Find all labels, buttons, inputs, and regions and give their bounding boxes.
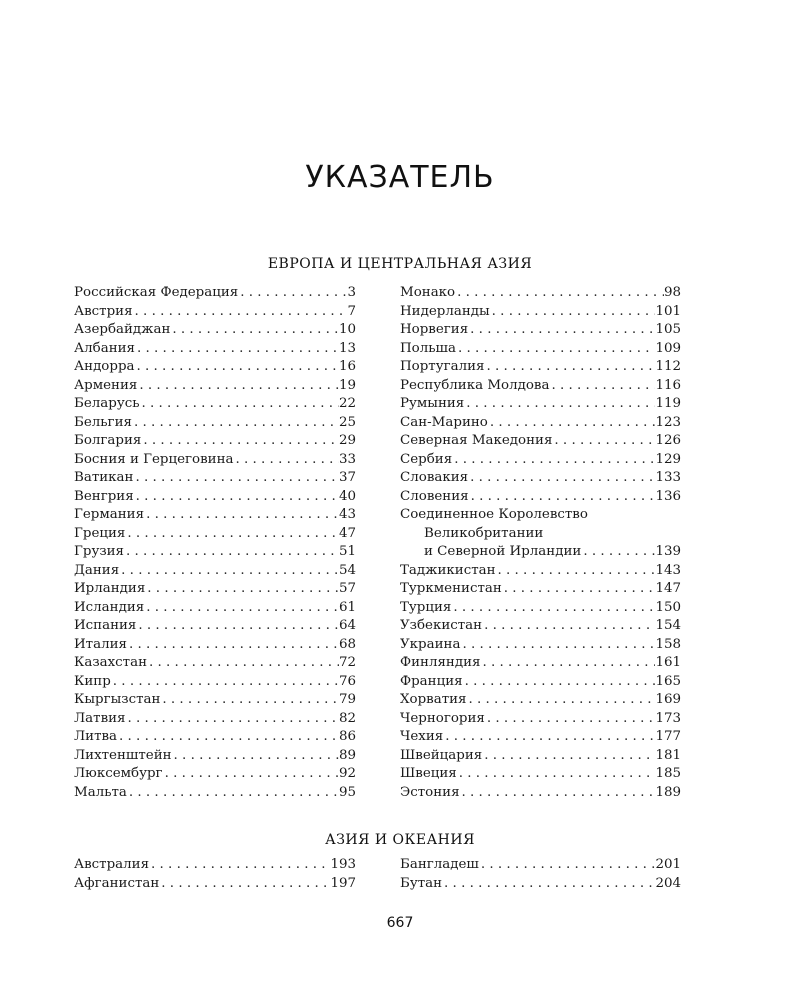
entry-page: 105 <box>655 322 681 337</box>
entry-name: Бангладеш <box>400 857 479 872</box>
entry-name: Нидерланды <box>400 303 490 319</box>
index-entry <box>400 710 681 729</box>
entry-page: 101 <box>655 303 681 319</box>
index-entry <box>74 451 356 470</box>
entry-page: 25 <box>338 414 356 430</box>
index-entry <box>400 395 681 414</box>
index-entry <box>400 469 681 488</box>
entry-name: Узбекистан <box>400 618 483 633</box>
index-entry <box>74 691 356 710</box>
dot-leader <box>145 580 339 599</box>
dot-leader <box>480 654 655 673</box>
entry-name: Чехия <box>400 729 444 744</box>
entry-page: 3 <box>347 285 356 300</box>
entry-page: 119 <box>655 396 681 411</box>
dot-leader <box>463 673 656 692</box>
entry-name: Северная Македония <box>400 433 553 448</box>
index-entry <box>74 765 356 784</box>
entry-page: 29 <box>338 433 356 448</box>
index-entry <box>74 543 356 562</box>
entry-page: 147 <box>655 581 681 596</box>
index-entry <box>400 358 681 377</box>
dot-leader <box>132 414 339 433</box>
index-entry <box>74 856 356 875</box>
dot-leader <box>488 414 656 433</box>
entry-page: 177 <box>655 729 681 744</box>
entry-name: Австрия <box>74 303 133 319</box>
entry-page: 109 <box>655 340 681 356</box>
entry-name: Хорватия <box>400 692 467 707</box>
entry-name: Кипр <box>74 673 111 689</box>
entry-page: 47 <box>338 525 356 541</box>
index-entry <box>74 617 356 636</box>
entry-page: 185 <box>655 766 681 781</box>
entry-page: 181 <box>655 747 681 763</box>
dot-leader <box>127 784 339 803</box>
entry-name: Казахстан <box>74 655 148 670</box>
entry-name: Болгария <box>74 433 142 448</box>
index-entry <box>74 636 356 655</box>
entry-page: 129 <box>655 451 681 467</box>
entry-name: Эстония <box>400 784 460 800</box>
index-entry <box>400 284 681 303</box>
index-entry <box>400 673 681 692</box>
index-entry <box>400 321 681 340</box>
dot-leader <box>133 303 348 322</box>
entry-name: Мальта <box>74 784 127 800</box>
index-entry <box>400 765 681 784</box>
entry-name: Азербайджан <box>74 322 171 337</box>
dot-leader <box>127 636 339 655</box>
entry-name: Беларусь <box>74 396 140 411</box>
index-entry <box>74 599 356 618</box>
entry-name: Дания <box>74 562 120 578</box>
entry-page: 201 <box>655 857 681 872</box>
entry-name-line: Великобритании <box>424 525 544 541</box>
entry-name: Испания <box>74 618 137 633</box>
entry-name: Италия <box>74 636 127 652</box>
entry-page: 95 <box>338 784 356 800</box>
entry-name: Греция <box>74 525 126 541</box>
entry-name: Босния и Герцеговина <box>74 451 234 467</box>
entry-page: 79 <box>338 692 356 707</box>
dot-leader <box>490 303 656 322</box>
index-entry <box>74 432 356 451</box>
dot-leader <box>466 691 655 710</box>
entry-name: Швеция <box>400 766 457 781</box>
index-column-left <box>74 856 356 893</box>
dot-leader <box>119 562 339 581</box>
dot-leader <box>135 358 339 377</box>
dot-leader <box>238 284 347 303</box>
page-title: УКАЗАТЕЛЬ <box>305 160 495 195</box>
entry-name: Черногория <box>400 710 485 726</box>
entry-name: Венгрия <box>74 488 134 504</box>
entry-page: 51 <box>338 544 356 559</box>
index-column-right <box>400 856 681 893</box>
entry-page: 136 <box>655 488 681 504</box>
dot-leader <box>144 506 339 525</box>
dot-leader <box>482 747 655 766</box>
index-entry <box>74 875 356 894</box>
index-entry <box>74 580 356 599</box>
entry-page: 143 <box>655 562 681 578</box>
dot-leader <box>170 321 339 340</box>
index-entry <box>400 636 681 655</box>
index-entry <box>400 414 681 433</box>
index-entry <box>74 303 356 322</box>
entry-page: 133 <box>655 470 681 485</box>
entry-name: Республика Молдова <box>400 377 550 393</box>
index-entry <box>74 728 356 747</box>
entry-name: Украина <box>400 636 461 652</box>
dot-leader <box>485 710 656 729</box>
index-entry <box>74 784 356 803</box>
entry-name: Польша <box>400 340 456 356</box>
dot-leader <box>140 395 339 414</box>
dot-leader <box>135 340 339 359</box>
entry-page: 82 <box>338 710 356 726</box>
dot-leader <box>451 599 655 618</box>
dot-leader <box>160 691 339 710</box>
entry-name-line: Соединенное Королевство <box>400 507 588 522</box>
index-entry <box>74 654 356 673</box>
entry-name: Ирландия <box>74 581 146 596</box>
entry-name: Словакия <box>400 470 469 485</box>
index-entry <box>400 303 681 322</box>
dot-leader <box>581 543 655 562</box>
entry-page: 193 <box>330 857 356 872</box>
entry-name: Австралия <box>74 857 150 872</box>
index-entry <box>74 710 356 729</box>
index-entry <box>400 580 681 599</box>
entry-page: 139 <box>655 544 681 559</box>
index-entry <box>400 747 681 766</box>
entry-page: 13 <box>338 340 356 356</box>
index-entry <box>74 284 356 303</box>
entry-name: Ватикан <box>74 470 134 485</box>
index-entry <box>74 414 356 433</box>
entry-page: 189 <box>655 784 681 800</box>
entry-page: 116 <box>655 377 681 393</box>
entry-name: Словения <box>400 488 469 504</box>
entry-name: Кыргызстан <box>74 692 161 707</box>
index-entry <box>400 562 681 581</box>
index-entry <box>74 321 356 340</box>
dot-leader <box>141 432 339 451</box>
entry-page: 158 <box>655 636 681 652</box>
dot-leader <box>469 488 656 507</box>
entry-name: Туркменистан <box>400 581 502 596</box>
entry-page: 161 <box>655 655 681 670</box>
dot-leader <box>124 543 339 562</box>
dot-leader <box>149 856 330 875</box>
entry-name: Люксембург <box>74 766 163 781</box>
entry-page: 43 <box>338 507 356 522</box>
dot-leader <box>234 451 339 470</box>
dot-leader <box>552 432 655 451</box>
entry-name: Лихтенштейн <box>74 747 172 763</box>
dot-leader <box>147 654 339 673</box>
dot-leader <box>460 636 655 655</box>
entry-name: Латвия <box>74 710 126 726</box>
entry-name: Сан-Марино <box>400 414 488 430</box>
entry-page: 169 <box>655 692 681 707</box>
index-entry <box>74 525 356 544</box>
entry-page: 204 <box>655 875 681 891</box>
entry-name: Афганистан <box>74 875 160 891</box>
index-entry <box>74 358 356 377</box>
index-entry <box>74 340 356 359</box>
entry-page: 7 <box>347 303 356 319</box>
entry-page: 86 <box>338 729 356 744</box>
index-entry <box>400 451 681 470</box>
dot-leader <box>455 284 664 303</box>
dot-leader <box>443 728 655 747</box>
entry-name: и Северной Ирландии <box>424 544 582 559</box>
entry-name: Андорра <box>74 359 135 374</box>
entry-name: Российская Федерация <box>74 285 239 300</box>
entry-page: 19 <box>338 377 356 393</box>
dot-leader <box>137 377 339 396</box>
dot-leader <box>172 747 339 766</box>
entry-page: 72 <box>338 655 356 670</box>
dot-leader <box>468 321 655 340</box>
index-entry <box>74 747 356 766</box>
section-heading-europe: ЕВРОПА И ЦЕНТРАЛЬНАЯ АЗИЯ <box>267 256 533 272</box>
entry-name: Норвегия <box>400 322 469 337</box>
entry-page: 126 <box>655 433 681 448</box>
entry-page: 112 <box>655 359 681 374</box>
index-entry <box>400 875 681 894</box>
dot-leader <box>442 875 655 894</box>
entry-name: Швейцария <box>400 747 483 763</box>
dot-leader <box>163 765 339 784</box>
dot-leader <box>502 580 656 599</box>
entry-page: 154 <box>655 618 681 633</box>
dot-leader <box>464 395 655 414</box>
dot-leader <box>133 469 339 488</box>
entry-name: Армения <box>74 377 138 393</box>
entry-page: 16 <box>338 359 356 374</box>
dot-leader <box>468 469 655 488</box>
entry-page: 150 <box>655 599 681 615</box>
entry-page: 92 <box>338 766 356 781</box>
dot-leader <box>452 451 655 470</box>
entry-page: 33 <box>338 451 356 467</box>
index-entry <box>400 856 681 875</box>
index-column-left <box>74 284 356 802</box>
index-entry <box>400 488 681 507</box>
dot-leader <box>136 617 339 636</box>
index-entry <box>400 432 681 451</box>
entry-name: Албания <box>74 340 135 356</box>
entry-name: Бутан <box>400 875 443 891</box>
entry-page: 89 <box>338 747 356 763</box>
dot-leader <box>460 784 656 803</box>
index-entry <box>400 599 681 618</box>
entry-page: 197 <box>330 875 356 891</box>
entry-page: 98 <box>663 285 681 300</box>
index-entry <box>400 784 681 803</box>
dot-leader <box>159 875 330 894</box>
index-entry <box>74 469 356 488</box>
index-entry <box>74 673 356 692</box>
dot-leader <box>144 599 339 618</box>
index-entry <box>400 654 681 673</box>
index-column-right <box>400 284 681 802</box>
index-entry <box>400 617 681 636</box>
dot-leader <box>479 856 656 875</box>
entry-page: 22 <box>338 396 356 411</box>
dot-leader <box>457 765 656 784</box>
entry-page: 64 <box>338 618 356 633</box>
dot-leader <box>134 488 339 507</box>
index-entry <box>74 377 356 396</box>
entry-page: 40 <box>338 488 356 504</box>
dot-leader <box>484 358 655 377</box>
dot-leader <box>125 710 338 729</box>
dot-leader <box>117 728 339 747</box>
index-entry <box>400 506 681 562</box>
index-entry <box>74 506 356 525</box>
entry-name: Франция <box>400 673 463 689</box>
index-entry <box>400 340 681 359</box>
entry-name: Турция <box>400 599 452 615</box>
dot-leader <box>496 562 656 581</box>
entry-name: Португалия <box>400 359 485 374</box>
dot-leader <box>482 617 655 636</box>
entry-page: 37 <box>338 470 356 485</box>
section-heading-asia: АЗИЯ И ОКЕАНИЯ <box>325 832 475 848</box>
index-entry <box>74 395 356 414</box>
entry-name: Исландия <box>74 599 145 615</box>
index-entry <box>74 562 356 581</box>
dot-leader <box>111 673 339 692</box>
index-entry <box>74 488 356 507</box>
entry-page: 123 <box>655 414 681 430</box>
index-entry <box>400 728 681 747</box>
entry-name: Германия <box>74 507 145 522</box>
entry-page: 10 <box>338 322 356 337</box>
entry-page: 165 <box>655 673 681 689</box>
entry-page: 57 <box>338 581 356 596</box>
entry-name: Бельгия <box>74 414 132 430</box>
entry-name: Румыния <box>400 396 465 411</box>
entry-page: 76 <box>338 673 356 689</box>
entry-page: 61 <box>338 599 356 615</box>
entry-name: Финляндия <box>400 655 481 670</box>
dot-leader <box>549 377 655 396</box>
page-number: 667 <box>386 915 414 931</box>
entry-name: Монако <box>400 285 456 300</box>
index-entry <box>400 691 681 710</box>
entry-name: Литва <box>74 729 118 744</box>
dot-leader <box>125 525 339 544</box>
entry-page: 54 <box>338 562 356 578</box>
dot-leader <box>456 340 655 359</box>
entry-name: Таджикистан <box>400 562 496 578</box>
index-entry <box>400 377 681 396</box>
entry-page: 68 <box>338 636 356 652</box>
entry-page: 173 <box>655 710 681 726</box>
entry-name: Сербия <box>400 451 453 467</box>
entry-name: Грузия <box>74 544 124 559</box>
